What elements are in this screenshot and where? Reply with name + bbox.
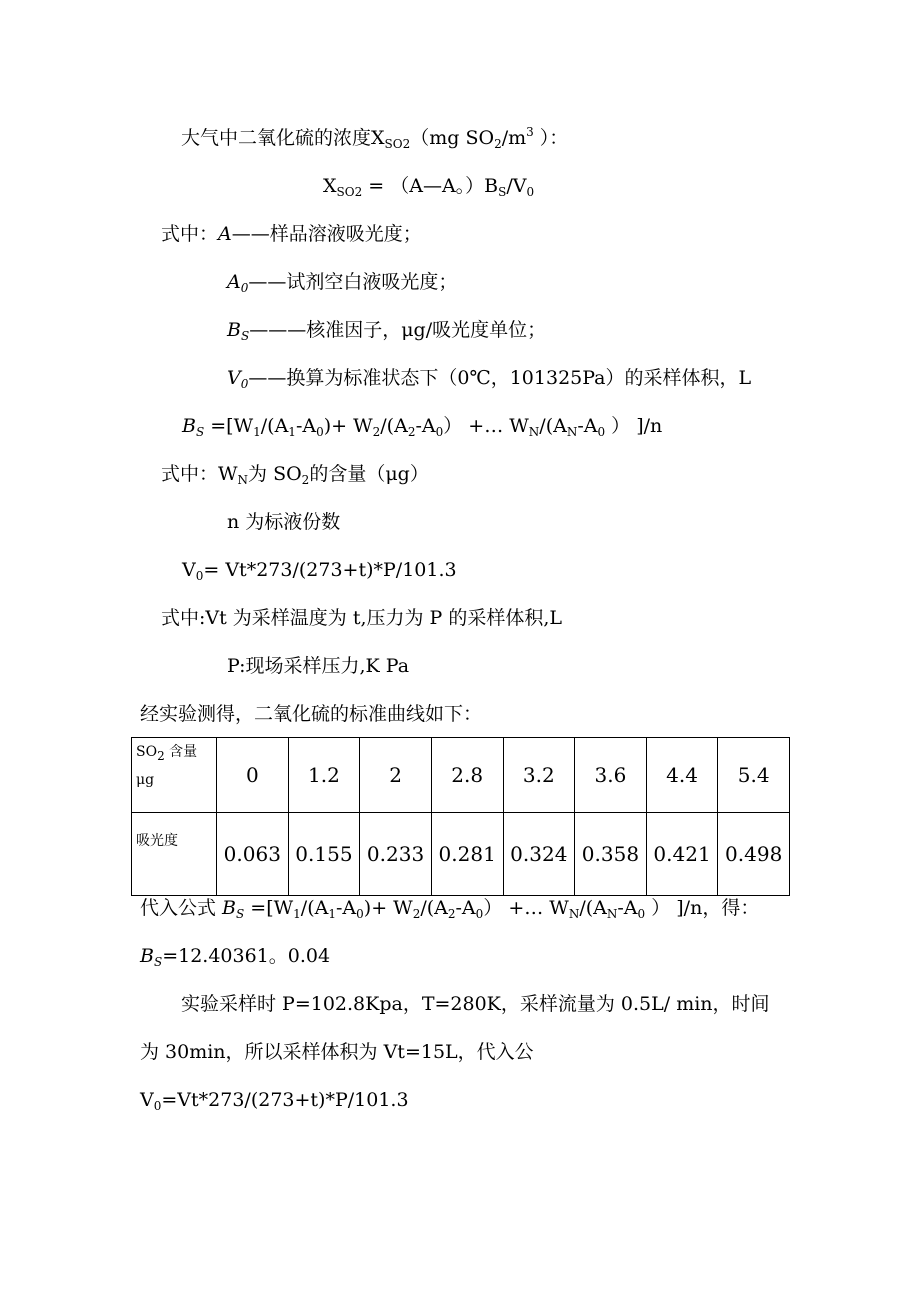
definition-text: ——样品溶液吸光度； xyxy=(231,223,422,245)
formula-sub: N xyxy=(568,907,580,921)
v0-formula xyxy=(182,558,457,582)
x-symbol: X xyxy=(371,127,385,149)
concentration-equation xyxy=(323,174,534,198)
formula-part: -A xyxy=(295,415,317,437)
table-row-absorbance xyxy=(132,813,790,896)
formula-part: =[W xyxy=(204,415,254,437)
v0-text: = Vt*273/(273+t)*P/101.3 xyxy=(203,559,457,581)
definition-text: ——换算为标准状态下（0℃，101325Pa）的采样体积，L xyxy=(248,367,752,389)
unit-text: （mg SO xyxy=(410,127,495,149)
formula-sub: 0 xyxy=(637,907,646,921)
bs-subscript: S xyxy=(240,329,250,343)
definition-text: ——试剂空白液吸光度； xyxy=(248,271,458,293)
unit-text: /m xyxy=(501,127,527,149)
bs-subscript: S xyxy=(153,955,163,969)
header-subscript: 2 xyxy=(157,749,165,763)
definition-v0 xyxy=(227,366,751,390)
table-cell: 1.2 xyxy=(288,738,360,813)
eq-symbol: X xyxy=(323,175,337,197)
table-cell: 0.498 xyxy=(718,813,790,896)
p-definition: P:现场采样压力,K Pa xyxy=(227,655,410,677)
bs-result xyxy=(140,944,330,968)
formula-part: -A xyxy=(577,415,598,437)
eq-text: /V xyxy=(506,175,527,197)
eq-subscript: S xyxy=(498,185,507,199)
formula-part: -A xyxy=(455,897,476,919)
formula-part: =[W xyxy=(244,897,294,919)
table-cell: 0.358 xyxy=(575,813,647,896)
formula-sub: 0 xyxy=(475,907,484,921)
formula-part: )+ W xyxy=(363,897,413,919)
formula-part: ） +… W xyxy=(483,897,569,919)
table-cell: 0.421 xyxy=(646,813,718,896)
eq-subscript: SO2 xyxy=(336,185,363,199)
wn-text: 为 SO xyxy=(248,463,302,485)
definition-text: ———核准因子，μg/吸光度单位； xyxy=(249,319,547,341)
formula-sub: N xyxy=(606,907,618,921)
formula-sub: 2 xyxy=(407,425,416,439)
formula-sub: 0 xyxy=(356,907,364,921)
unit-text: ）： xyxy=(533,127,569,149)
formula-sub: 0 xyxy=(597,425,606,439)
wn-definition xyxy=(161,462,429,486)
formula-sub: N xyxy=(566,425,578,439)
bs-symbol: B xyxy=(182,415,196,437)
a0-symbol: A xyxy=(227,271,241,293)
formula-part: ） ]/n xyxy=(605,415,663,437)
bs-symbol: B xyxy=(222,897,237,919)
formula-part: -A xyxy=(617,897,638,919)
formula-part: ） ]/n，得： xyxy=(645,897,760,919)
unit-superscript: 3 xyxy=(526,125,534,139)
formula-part: -A xyxy=(335,897,357,919)
wn-text: 的含量（μg） xyxy=(309,463,429,485)
substitute-line xyxy=(140,896,759,920)
v0-symbol: V xyxy=(227,367,241,389)
wn-subscript: N xyxy=(237,473,249,487)
bs-symbol: B xyxy=(227,319,241,341)
header-text: SO xyxy=(136,744,158,760)
formula-part: /(A xyxy=(579,897,607,919)
bs-symbol: B xyxy=(140,945,154,967)
sampling-paragraph-line2: 为 30min，所以采样体积为 Vt=15L，代入公 xyxy=(140,1041,534,1063)
v0-symbol: V xyxy=(140,1089,154,1111)
bs-subscript: S xyxy=(195,425,205,439)
standard-curve-table xyxy=(131,737,790,896)
curve-intro: 经实验测得，二氧化硫的标准曲线如下： xyxy=(140,703,483,725)
unit-subscript: 2 xyxy=(494,137,502,151)
formula-part: )+ W xyxy=(323,415,373,437)
formula-sub: 1 xyxy=(328,907,336,921)
bs-subscript: S xyxy=(236,907,245,921)
table-cell: 0.233 xyxy=(360,813,432,896)
table-cell: 0.155 xyxy=(288,813,360,896)
v0-subscript: 0 xyxy=(153,1099,162,1113)
header-content-cell xyxy=(132,738,217,813)
eq-text: = （A—A。）B xyxy=(362,175,499,197)
vt-definition: 式中:Vt 为采样温度为 t,压力为 P 的采样体积,L xyxy=(161,607,563,629)
table-cell: 3.6 xyxy=(575,738,647,813)
formula-sub: 0 xyxy=(435,425,444,439)
formula-sub: 1 xyxy=(253,425,261,439)
table-cell: 0.281 xyxy=(431,813,503,896)
substitute-prefix: 代入公式 xyxy=(140,897,223,919)
header-text: 含量 μg xyxy=(136,744,198,788)
x-subscript: SO2 xyxy=(384,137,411,151)
formula-part: /(A xyxy=(539,415,567,437)
v0-subscript: 0 xyxy=(240,377,249,391)
table-cell: 4.4 xyxy=(646,738,718,813)
formula-sub: 2 xyxy=(447,907,456,921)
a-symbol: A xyxy=(218,223,232,245)
formula-part: /(A xyxy=(300,897,329,919)
table-cell: 0 xyxy=(217,738,289,813)
wn-label: 式中：W xyxy=(161,463,238,485)
concentration-heading xyxy=(181,126,568,150)
formula-part: -A xyxy=(415,415,436,437)
definition-label: 式中： xyxy=(161,223,219,245)
formula-part: /(A xyxy=(260,415,289,437)
table-cell: 0.063 xyxy=(217,813,289,896)
sampling-paragraph-line1: 实验采样时 P=102.8Kpa，T=280K，采样流量为 0.5L/ min，时间 xyxy=(181,993,770,1015)
eq-subscript: 0 xyxy=(526,185,535,199)
table-cell: 5.4 xyxy=(718,738,790,813)
intro-text: 大气中二氧化硫的浓度 xyxy=(181,127,372,149)
definition-a0 xyxy=(227,270,457,294)
final-formula xyxy=(140,1088,409,1112)
formula-sub: 0 xyxy=(316,425,324,439)
formula-sub: 1 xyxy=(288,425,296,439)
table-cell: 3.2 xyxy=(503,738,575,813)
definition-a xyxy=(161,222,422,246)
a0-subscript: 0 xyxy=(240,281,249,295)
n-definition: n 为标液份数 xyxy=(227,511,341,533)
final-formula-text: =Vt*273/(273+t)*P/101.3 xyxy=(161,1089,409,1111)
table-cell: 0.324 xyxy=(503,813,575,896)
formula-part: /(A xyxy=(380,415,408,437)
table-cell: 2 xyxy=(360,738,432,813)
formula-part: /(A xyxy=(420,897,448,919)
v0-symbol: V xyxy=(182,559,196,581)
formula-sub: 1 xyxy=(293,907,301,921)
table-row-content xyxy=(132,738,790,813)
v0-subscript: 0 xyxy=(195,569,204,583)
so2-subscript: 2 xyxy=(301,473,310,487)
bs-formula xyxy=(182,414,662,438)
table-cell: 2.8 xyxy=(431,738,503,813)
definition-bs xyxy=(227,318,546,342)
formula-sub: 2 xyxy=(412,907,421,921)
bs-result-value: =12.40361。0.04 xyxy=(162,945,331,967)
header-absorbance-cell: 吸光度 xyxy=(132,813,217,896)
formula-part: ） +… W xyxy=(443,415,529,437)
formula-sub: N xyxy=(528,425,540,439)
formula-sub: 2 xyxy=(372,425,381,439)
